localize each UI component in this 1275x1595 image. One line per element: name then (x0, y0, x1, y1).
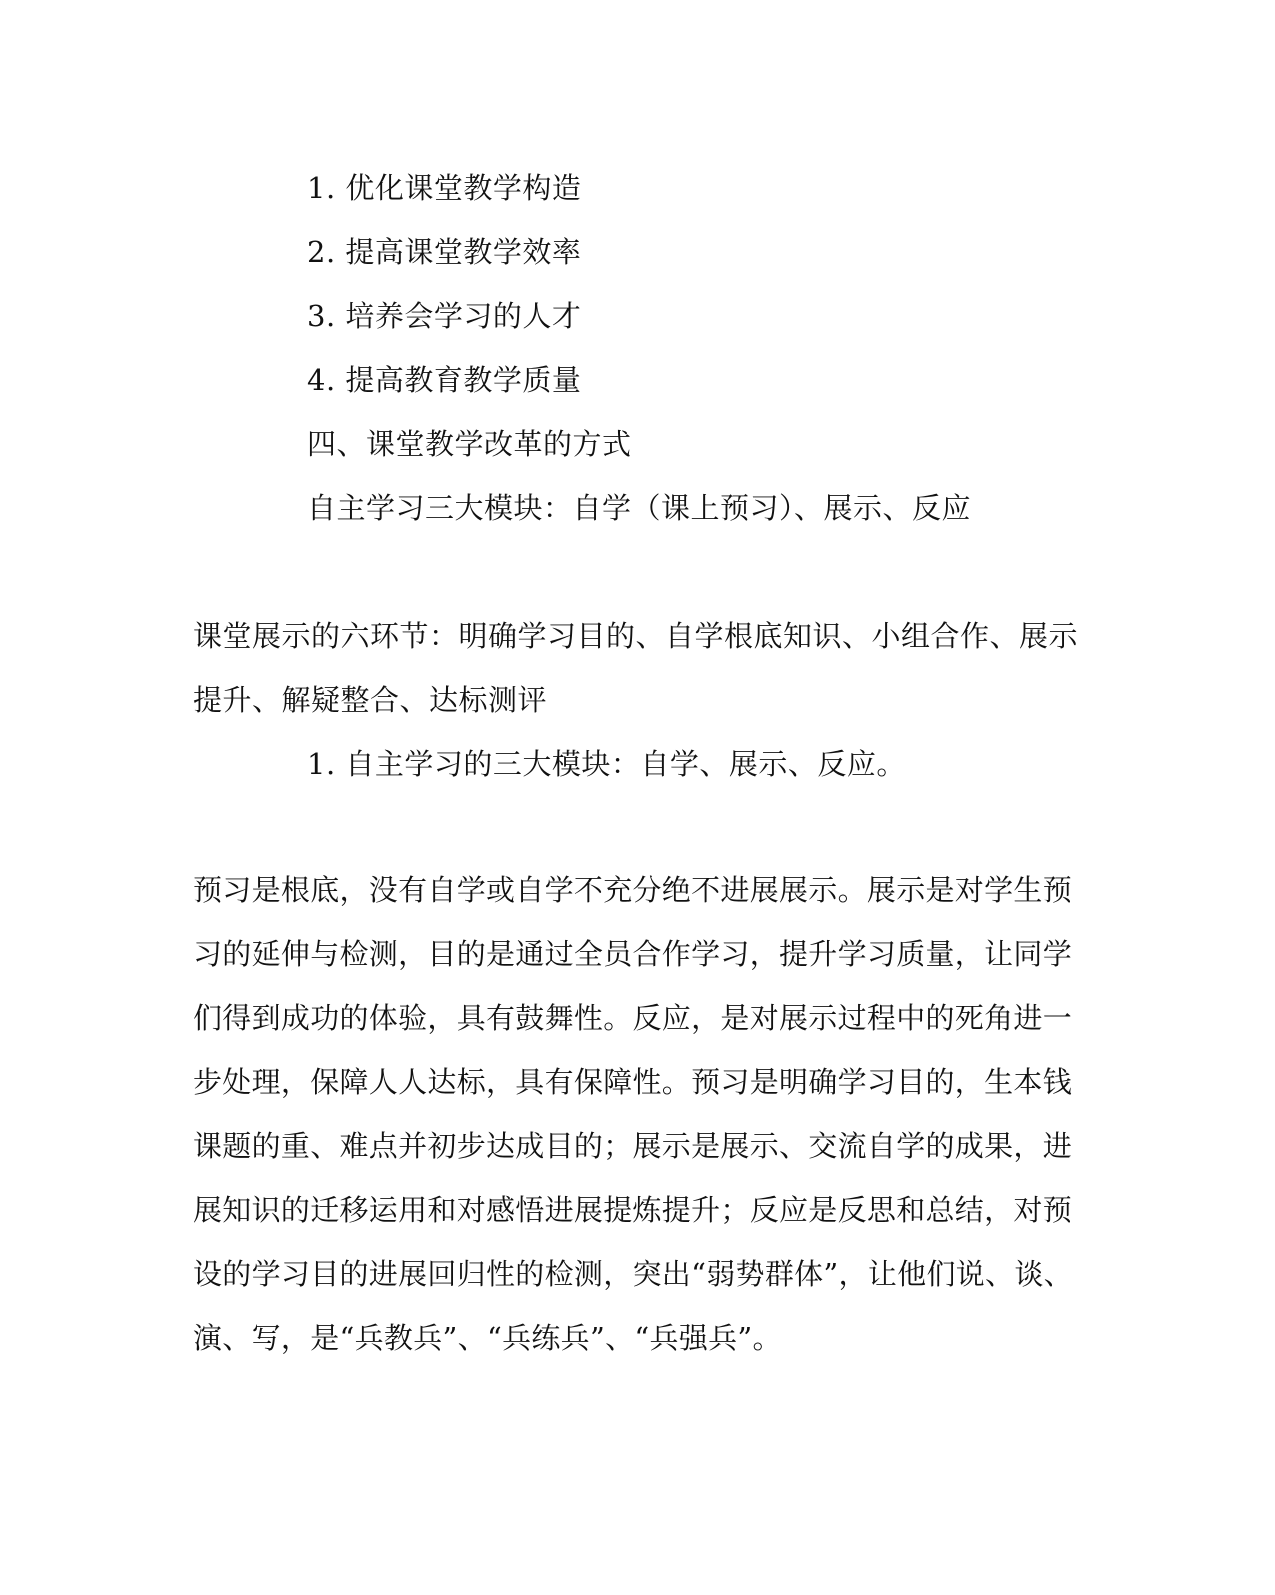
list-item-1: 1. 优化课堂教学构造 (307, 171, 582, 205)
body-line-5: 课题的重、难点并初步达成目的；展示是展示、交流自学的成果，进 (193, 1129, 1073, 1163)
section-heading: 四、课堂教学改革的方式 (307, 427, 632, 461)
six-steps-line-2: 提升、解疑整合、达标测评 (193, 683, 548, 717)
body-line-6: 展知识的迁移运用和对感悟进展提炼提升；反应是反思和总结，对预 (193, 1193, 1073, 1227)
body-line-2: 习的延伸与检测，目的是通过全员合作学习，提升学习质量，让同学 (193, 937, 1073, 971)
list-item-2: 2. 提高课堂教学效率 (307, 235, 582, 269)
list-item-3: 3. 培养会学习的人才 (307, 299, 582, 333)
subheading: 1. 自主学习的三大模块：自学、展示、反应。 (307, 747, 906, 781)
body-line-1: 预习是根底，没有自学或自学不充分绝不进展展示。展示是对学生预 (193, 873, 1073, 907)
body-line-8: 演、写，是“兵教兵”、“兵练兵”、“兵强兵”。 (193, 1321, 782, 1355)
list-item-4: 4. 提高教育教学质量 (307, 363, 582, 397)
body-line-3: 们得到成功的体验，具有鼓舞性。反应，是对展示过程中的死角进一 (193, 1001, 1073, 1035)
body-line-7: 设的学习目的进展回归性的检测，突出“弱势群体”，让他们说、谈、 (193, 1257, 1073, 1291)
body-paragraph (193, 858, 1073, 1370)
body-line-4: 步处理，保障人人达标，具有保障性。预习是明确学习目的，生本钱 (193, 1065, 1073, 1099)
six-steps-line-1: 课堂展示的六环节：明确学习目的、自学根底知识、小组合作、展示 (193, 619, 1079, 653)
modules-line: 自主学习三大模块：自学（课上预习）、展示、反应 (307, 491, 972, 525)
